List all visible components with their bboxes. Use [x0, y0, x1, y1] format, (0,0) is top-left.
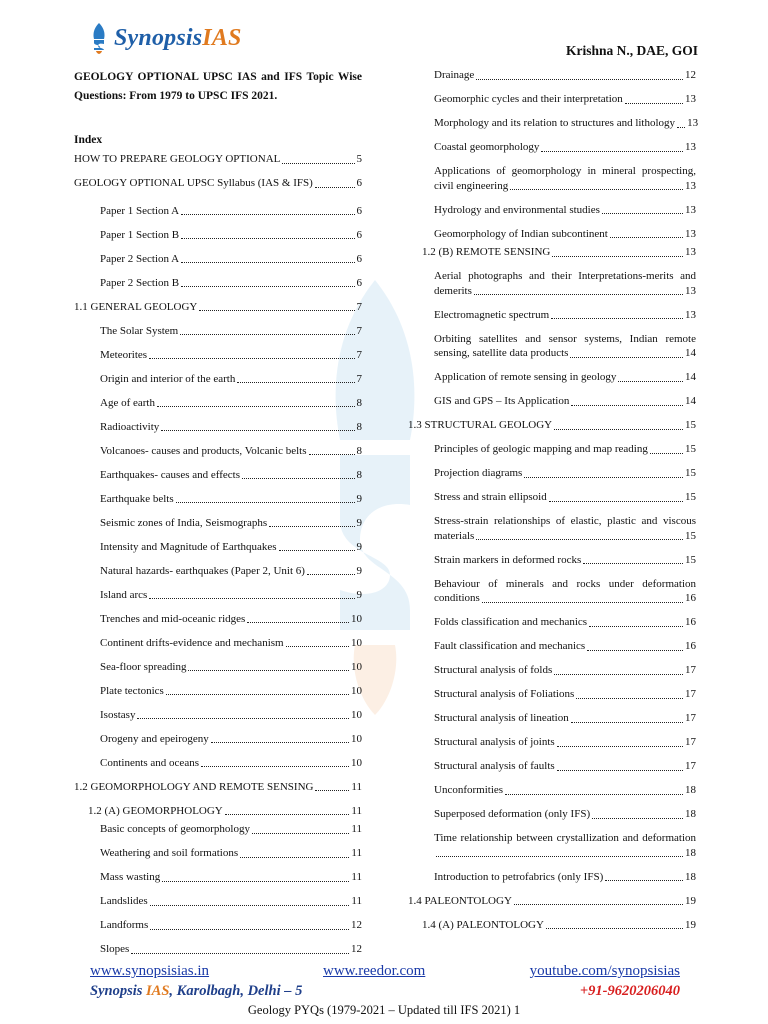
toc-entry-title: Unconformities [434, 784, 504, 796]
toc-entry-title: The Solar System [100, 324, 179, 337]
dot-leader [576, 698, 683, 699]
dot-leader [592, 818, 683, 819]
website-link[interactable]: www.synopsisias.in [90, 963, 210, 979]
dot-leader [279, 550, 355, 551]
toc-page-number: 15 [685, 491, 696, 503]
dot-leader [157, 406, 355, 407]
dot-leader [150, 905, 350, 906]
toc-page-number: 16 [685, 640, 696, 652]
toc-entry[interactable] [100, 228, 362, 243]
toc-page-number: 17 [685, 760, 696, 772]
dot-leader [476, 79, 683, 80]
dot-leader [211, 742, 349, 743]
toc-entry[interactable] [434, 687, 696, 702]
toc-entry-title: Weathering and soil formations [100, 847, 239, 859]
toc-entry[interactable] [434, 164, 696, 193]
toc-entry[interactable] [100, 756, 362, 771]
dot-leader [552, 256, 683, 257]
dot-leader [610, 237, 683, 238]
toc-page-number: 16 [685, 616, 696, 628]
toc-entry[interactable] [434, 577, 696, 606]
toc-page-number: 6 [356, 276, 362, 289]
toc-page-number: 13 [685, 227, 696, 240]
toc-entry-title: Isostasy [100, 708, 136, 721]
toc-entry[interactable] [100, 276, 362, 291]
dot-leader [650, 453, 683, 454]
toc-entry-title: GEOLOGY OPTIONAL UPSC Syllabus (IAS & IFS) [74, 177, 313, 189]
toc-entry[interactable] [74, 780, 362, 795]
toc-entry[interactable] [100, 822, 362, 837]
dot-leader [161, 430, 354, 431]
toc-entry-title: 1.2 (B) REMOTE SENSING [422, 246, 551, 258]
toc-entry-title: 1.3 STRUCTURAL GEOLOGY [408, 419, 553, 431]
toc-page-number: 13 [685, 179, 696, 192]
toc-entry[interactable] [100, 492, 362, 507]
toc-entry-title: Earthquakes- causes and effects [100, 468, 240, 481]
toc-page-number: 6 [356, 204, 362, 217]
toc-entry-title: Morphology and its relation to structures and lithology [434, 117, 676, 129]
toc-entry-title: Hydrology and environmental studies [434, 203, 600, 216]
toc-entry[interactable] [434, 308, 696, 323]
toc-entry-title: Folds classification and mechanics [434, 616, 588, 628]
toc-page-number: 15 [685, 467, 696, 479]
toc-entry[interactable] [434, 807, 696, 822]
toc-entry[interactable] [100, 204, 362, 219]
toc-entry[interactable] [74, 152, 362, 167]
toc-entry[interactable] [88, 804, 362, 819]
toc-entry-title: GIS and GPS – Its Application [434, 395, 570, 407]
toc-page-number: 13 [685, 203, 696, 216]
toc-page-number: 9 [356, 588, 362, 601]
logo-wordmark: SynopsisIAS [114, 24, 242, 51]
toc-page-number: 10 [351, 636, 362, 649]
toc-entry[interactable] [100, 444, 362, 459]
toc-page-number: 10 [351, 732, 362, 745]
dot-leader [514, 904, 683, 905]
dot-leader [551, 318, 683, 319]
toc-page-number: 18 [685, 846, 696, 859]
toc-entry-title-line: Orbiting satellites and sensor systems, Indian remote [434, 332, 696, 345]
dot-leader [252, 833, 349, 834]
toc-entry-title: Slopes [100, 943, 130, 955]
toc-page-number: 14 [685, 371, 696, 383]
dot-leader [571, 405, 683, 406]
toc-entry[interactable] [434, 227, 696, 242]
dot-leader [149, 358, 354, 359]
dot-leader [524, 477, 683, 478]
dot-leader [176, 502, 355, 503]
toc-entry-title: Principles of geologic mapping and map reading [434, 443, 648, 455]
toc-entry[interactable] [100, 564, 362, 579]
toc-entry-title: Island arcs [100, 588, 148, 601]
toc-page-number: 11 [351, 871, 362, 883]
dot-leader [199, 310, 354, 311]
toc-page-number: 13 [685, 308, 696, 321]
dot-leader [166, 694, 349, 695]
dot-leader [181, 262, 354, 263]
toc-entry[interactable] [434, 783, 696, 798]
toc-entry[interactable] [434, 831, 696, 860]
toc-entry[interactable] [408, 418, 696, 433]
toc-page-number: 10 [351, 660, 362, 673]
toc-entry-title: Natural hazards- earthquakes (Paper 2, Unit 6) [100, 564, 305, 577]
toc-entry[interactable] [100, 846, 362, 861]
toc-page-number: 18 [685, 784, 696, 796]
toc-entry[interactable] [434, 116, 699, 131]
toc-entry[interactable] [434, 466, 696, 481]
toc-entry-title: 1.1 GENERAL GEOLOGY [74, 300, 198, 313]
toc-entry[interactable] [434, 442, 696, 457]
toc-entry-title: Drainage [434, 69, 475, 81]
toc-entry-title: Mass wasting [100, 871, 161, 883]
toc-entry-title: Paper 2 Section B [100, 276, 180, 289]
dot-leader [589, 626, 683, 627]
toc-entry[interactable] [408, 894, 696, 909]
toc-entry-title-line: conditions [434, 592, 480, 604]
toc-entry-title: Plate tectonics [100, 684, 164, 697]
toc-page-number: 13 [687, 117, 699, 129]
youtube-link[interactable]: youtube.com/synopsisias [529, 963, 680, 979]
toc-entry-title: 1.2 GEOMORPHOLOGY AND REMOTE SENSING [74, 780, 314, 793]
toc-page-number: 11 [351, 780, 362, 793]
dot-leader [625, 103, 683, 104]
toc-entry-title: HOW TO PREPARE GEOLOGY OPTIONAL [74, 153, 281, 165]
toc-page-number: 9 [356, 564, 362, 577]
dot-leader [201, 766, 349, 767]
toc-page-number: 14 [685, 395, 696, 407]
dot-leader [247, 622, 349, 623]
toc-entry-title: Structural analysis of joints [434, 736, 555, 748]
toc-entry[interactable] [434, 553, 696, 568]
toc-page-number: 7 [356, 300, 362, 313]
dot-leader [307, 574, 355, 575]
footer-contact [90, 983, 680, 1000]
toc-page-number: 13 [685, 93, 696, 105]
toc-entry-title: Paper 1 Section A [100, 204, 180, 217]
toc-entry-title-line: civil engineering [434, 179, 509, 192]
toc-entry-title: Geomorphic cycles and their interpretation [434, 93, 623, 105]
dot-leader [554, 429, 683, 430]
toc-entry[interactable] [100, 708, 362, 723]
dot-leader [225, 814, 350, 815]
dot-leader [309, 454, 355, 455]
toc-page-number: 13 [685, 141, 696, 153]
toc-entry-title: Sea-floor spreading [100, 660, 187, 673]
toc-entry-title-line: demerits [434, 284, 472, 297]
toc-entry[interactable] [434, 639, 696, 654]
dot-leader [286, 646, 349, 647]
dot-leader [181, 214, 354, 215]
toc-page-number: 8 [356, 468, 362, 481]
dot-leader [482, 602, 683, 603]
dot-leader [618, 381, 683, 382]
toc-entry-title: Paper 1 Section B [100, 228, 180, 241]
dot-leader [242, 478, 355, 479]
toc-page-number: 17 [685, 664, 696, 676]
toc-entry-title: 1.2 (A) GEOMORPHOLOGY [88, 804, 223, 817]
toc-page-number: 7 [356, 348, 362, 361]
dot-leader [436, 856, 683, 857]
dot-leader [181, 286, 354, 287]
dot-leader [131, 953, 349, 954]
toc-page-number: 8 [356, 444, 362, 457]
toc-left-column [74, 152, 362, 966]
toc-page-number: 12 [685, 69, 696, 81]
toc-entry-title-line: materials [434, 529, 475, 542]
toc-entry[interactable] [100, 348, 362, 363]
toc-entry-title: Introduction to petrofabrics (only IFS) [434, 870, 604, 883]
toc-page-number: 6 [356, 252, 362, 265]
toc-page-number: 9 [356, 492, 362, 505]
toc-page-number: 8 [356, 396, 362, 409]
toc-page-number: 7 [356, 372, 362, 385]
toc-entry[interactable] [434, 870, 696, 885]
toc-page-number: 15 [685, 443, 696, 455]
dot-leader [237, 382, 354, 383]
author-name: Krishna N., DAE, GOI [565, 43, 698, 58]
toc-entry[interactable] [422, 245, 696, 260]
toc-page-number: 6 [356, 228, 362, 241]
toc-page-number: 10 [351, 684, 362, 697]
toc-entry-title: Structural analysis of Foliations [434, 688, 575, 700]
synopsis-ias-logo[interactable] [88, 22, 242, 54]
toc-page-number: 11 [351, 804, 362, 817]
toc-page-number: 8 [356, 420, 362, 433]
dot-leader [510, 189, 683, 190]
phone-number[interactable]: +91-9620206040 [579, 983, 680, 999]
toc-entry-title: Landslides [100, 895, 148, 907]
toc-entry-title: Paper 2 Section A [100, 252, 180, 265]
toc-entry-title: Strain markers in deformed rocks [434, 553, 582, 566]
dot-leader [570, 357, 683, 358]
toc-entry[interactable] [434, 711, 696, 726]
dot-leader [476, 539, 683, 540]
dot-leader [602, 213, 683, 214]
toc-page-number: 14 [685, 347, 696, 359]
toc-entry-title: Origin and interior of the earth [100, 372, 236, 385]
toc-entry[interactable] [434, 332, 696, 361]
toc-entry-title: Meteorites [100, 348, 148, 361]
toc-entry-title: Structural analysis of folds [434, 664, 553, 676]
dot-leader [571, 722, 683, 723]
toc-page-number: 13 [685, 246, 696, 258]
reedor-link[interactable]: www.reedor.com [323, 963, 426, 979]
dot-leader [541, 151, 683, 152]
toc-entry-title: Intensity and Magnitude of Earthquakes [100, 540, 277, 553]
toc-entry[interactable] [100, 918, 362, 933]
dot-leader [240, 857, 349, 858]
toc-page-number: 15 [685, 529, 696, 542]
toc-entry[interactable] [74, 176, 362, 191]
dot-leader [557, 746, 683, 747]
document-title: GEOLOGY OPTIONAL UPSC IAS and IFS Topic Wise Questions: From 1979 to UPSC IFS 2021. [74, 71, 362, 102]
dot-leader [677, 127, 685, 128]
dot-leader [162, 881, 349, 882]
toc-entry-title: 1.4 PALEONTOLOGY [408, 894, 512, 907]
dot-leader [605, 880, 683, 881]
toc-entry[interactable] [100, 870, 362, 885]
dot-leader [505, 794, 683, 795]
toc-entry[interactable] [422, 918, 696, 933]
dot-leader [554, 674, 683, 675]
toc-page-number: 15 [685, 419, 696, 431]
toc-entry[interactable] [100, 372, 362, 387]
dot-leader [315, 790, 349, 791]
toc-entry-title: Seismic zones of India, Seismographs [100, 516, 268, 529]
toc-entry[interactable] [100, 396, 362, 411]
toc-entry-title: Geomorphology of Indian subcontinent [434, 227, 608, 240]
toc-entry-title-line: sensing, satellite data products [434, 347, 569, 359]
toc-entry[interactable] [100, 636, 362, 651]
toc-entry[interactable] [434, 269, 696, 298]
page-footer: Geology PYQs (1979-2021 – Updated till IFS 2021) 1 [247, 1003, 521, 1017]
rocket-logo-icon [88, 22, 110, 54]
toc-entry[interactable] [434, 735, 696, 750]
toc-entry[interactable] [100, 540, 362, 555]
toc-entry-title: Earthquake belts [100, 492, 174, 505]
toc-entry[interactable] [434, 140, 696, 155]
toc-entry[interactable] [100, 420, 362, 435]
dot-leader [149, 598, 354, 599]
toc-entry[interactable] [100, 942, 362, 957]
toc-entry[interactable] [74, 300, 362, 315]
toc-page-number: 6 [356, 177, 362, 189]
toc-page-number: 19 [685, 918, 696, 931]
toc-page-number: 16 [685, 592, 696, 604]
dot-leader [315, 187, 355, 188]
dot-leader [474, 294, 683, 295]
toc-entry-title: Landforms [100, 919, 149, 931]
toc-entry-title: Stress and strain ellipsoid [434, 491, 547, 503]
toc-page-number: 12 [351, 919, 362, 931]
toc-entry[interactable] [100, 612, 362, 627]
toc-entry-title: Fault classification and mechanics [434, 640, 586, 652]
toc-entry-title: Projection diagrams [434, 467, 523, 479]
toc-entry[interactable] [100, 516, 362, 531]
toc-entry[interactable] [434, 370, 696, 385]
dot-leader [269, 526, 354, 527]
dot-leader [150, 929, 349, 930]
toc-page-number: 10 [351, 612, 362, 625]
toc-entry-title: Continents and oceans [100, 756, 199, 769]
toc-entry-title: Orogeny and epeirogeny [100, 732, 209, 745]
dot-leader [282, 163, 354, 164]
toc-entry-title-line: Stress-strain relationships of elastic, plastic and viscous [434, 515, 696, 527]
toc-entry[interactable] [434, 514, 696, 543]
toc-page-number: 5 [356, 153, 362, 165]
toc-page-number: 15 [685, 553, 696, 566]
toc-entry[interactable] [100, 660, 362, 675]
toc-entry-title: Trenches and mid-oceanic ridges [100, 612, 246, 625]
toc-entry[interactable] [434, 203, 696, 218]
toc-page-number: 13 [685, 284, 696, 297]
toc-entry-title: Structural analysis of faults [434, 760, 555, 772]
toc-entry[interactable] [434, 394, 696, 409]
toc-entry[interactable] [100, 468, 362, 483]
toc-entry[interactable] [100, 894, 362, 909]
toc-entry-title: Coastal geomorphology [434, 141, 540, 153]
toc-page-number: 11 [351, 847, 362, 859]
toc-entry-title: Structural analysis of lineation [434, 712, 569, 724]
index-heading: Index [74, 134, 103, 146]
toc-entry[interactable] [100, 252, 362, 267]
institute-address: Synopsis IAS, Karolbagh, Delhi – 5 [90, 983, 303, 999]
toc-page-number: 19 [685, 894, 696, 907]
toc-page-number: 10 [351, 708, 362, 721]
toc-entry-title: Volcanoes- causes and products, Volcanic belts [100, 444, 307, 457]
toc-entry[interactable] [434, 663, 696, 678]
toc-entry-title: Electromagnetic spectrum [434, 308, 550, 321]
toc-entry-title: 1.4 (A) PALEONTOLOGY [422, 918, 544, 931]
toc-entry-title-line: Applications of geomorphology in mineral prospecting, [434, 165, 696, 177]
toc-entry[interactable] [100, 588, 362, 603]
toc-right-column [408, 68, 699, 942]
toc-page-number: 11 [351, 895, 362, 907]
toc-entry-title: Basic concepts of geomorphology [100, 823, 250, 835]
toc-entry-title: Radioactivity [100, 420, 160, 433]
dot-leader [549, 501, 683, 502]
dot-leader [557, 770, 683, 771]
toc-page-number: 10 [351, 756, 362, 769]
toc-page-number: 18 [685, 870, 696, 883]
toc-page-number: 17 [685, 688, 696, 700]
toc-entry-title: Age of earth [100, 396, 155, 409]
toc-page-number: 9 [356, 516, 362, 529]
toc-entry[interactable] [434, 615, 696, 630]
toc-entry-title-line: Aerial photographs and their Interpretations-merits and [434, 270, 696, 282]
dot-leader [546, 928, 683, 929]
toc-entry-title: Continent drifts-evidence and mechanism [100, 636, 284, 649]
dot-leader [180, 334, 354, 335]
dot-leader [137, 718, 349, 719]
toc-page-number: 9 [356, 540, 362, 553]
dot-leader [583, 563, 683, 564]
toc-page-number: 7 [356, 324, 362, 337]
toc-page-number: 12 [351, 943, 362, 955]
toc-entry[interactable] [100, 732, 362, 747]
dot-leader [188, 670, 349, 671]
dot-leader [587, 650, 683, 651]
toc-page-number: 11 [351, 823, 362, 835]
toc-entry[interactable] [434, 759, 696, 774]
toc-entry[interactable] [434, 68, 696, 83]
toc-page-number: 17 [685, 712, 696, 724]
toc-page-number: 17 [685, 736, 696, 748]
toc-entry-title-line: Time relationship between crystallization and deformation [434, 832, 696, 844]
toc-entry[interactable] [100, 324, 362, 339]
toc-entry[interactable] [100, 684, 362, 699]
toc-entry-title: Application of remote sensing in geology [434, 371, 617, 383]
toc-page-number: 18 [685, 808, 696, 820]
toc-entry[interactable] [434, 490, 696, 505]
dot-leader [181, 238, 354, 239]
toc-entry-title-line: Behaviour of minerals and rocks under deformation [434, 577, 696, 590]
toc-entry-title: Superposed deformation (only IFS) [434, 808, 591, 820]
toc-entry[interactable] [434, 92, 696, 107]
